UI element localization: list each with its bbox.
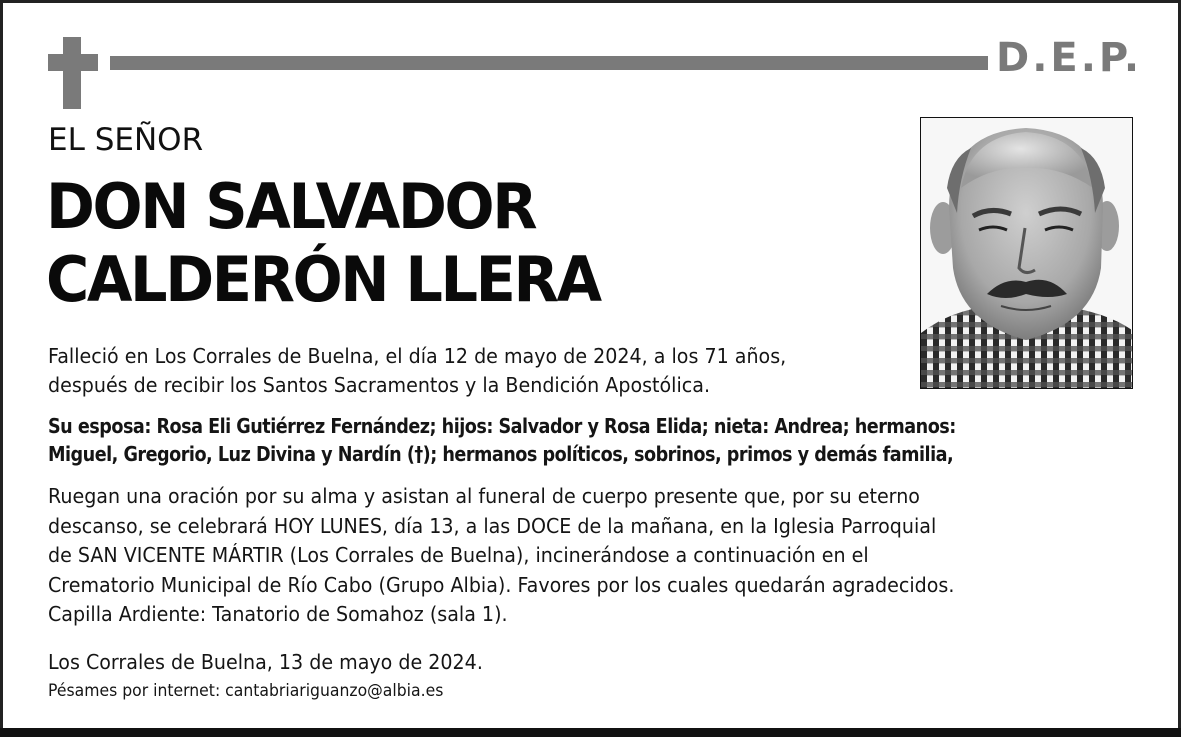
condolences-contact: Pésames por internet: cantabriariguanzo@albia.es (48, 681, 444, 701)
funeral-line: Capilla Ardiente: Tanatorio de Somahoz (sala 1). (48, 602, 508, 626)
funeral-line: Crematorio Municipal de Río Cabo (Grupo Albia). Favores por los cuales quedarán agradecidos. (48, 572, 955, 597)
deceased-name-line-2: CALDERÓN LLERA (46, 243, 600, 316)
deceased-name (46, 170, 600, 316)
family-list-line: Su esposa: Rosa Eli Gutiérrez Fernández; hijos: Salvador y Rosa Elida; nieta: Andrea; hermanos: (48, 414, 956, 438)
dep-label: D.E.P. (996, 35, 1143, 81)
funeral-line: de SAN VICENTE MÁRTIR (Los Corrales de Buelna), incinerándose a continuación en el (48, 543, 869, 567)
death-notice-line: después de recibir los Santos Sacramentos y la Bendición Apostólica. (48, 373, 711, 397)
frame-border-left (0, 0, 3, 737)
funeral-line: descanso, se celebrará HOY LUNES, día 13, a las DOCE de la mañana, en la Iglesia Parroquial (48, 513, 937, 538)
frame-border-top (0, 0, 1181, 3)
header-rule (110, 56, 988, 70)
family-list (48, 412, 1093, 468)
funeral-line: Ruegan una oración por su alma y asistan al funeral de cuerpo presente que, por su eterno (48, 484, 920, 508)
death-notice (48, 342, 885, 400)
portrait-photo (920, 117, 1133, 389)
funeral-details (48, 482, 1090, 630)
frame-border-bottom (0, 728, 1181, 737)
family-list-line: Miguel, Gregorio, Luz Divina y Nardín (†); hermanos políticos, sobrinos, primos y demás familia, (48, 442, 954, 466)
portrait-illustration (921, 118, 1132, 388)
death-notice-line: Falleció en Los Corrales de Buelna, el día 12 de mayo de 2024, a los 71 años, (48, 344, 787, 368)
honorific: EL SEÑOR (48, 122, 204, 158)
deceased-name-line-1: DON SALVADOR (46, 170, 536, 243)
place-date: Los Corrales de Buelna, 13 de mayo de 2024. (48, 650, 483, 674)
